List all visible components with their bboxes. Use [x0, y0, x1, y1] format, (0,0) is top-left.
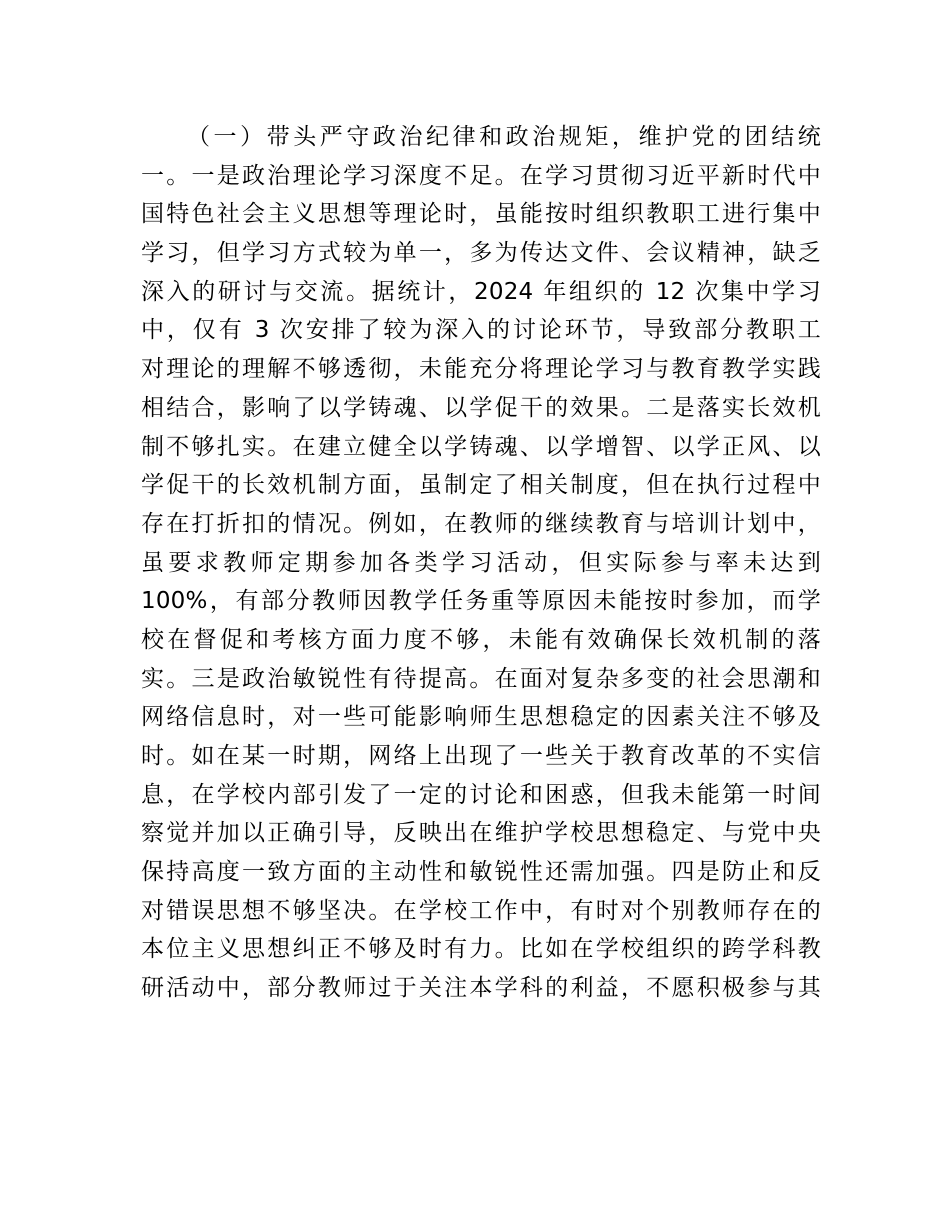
- body-paragraph: [141, 118, 821, 1008]
- text-line-13: 100%，有部分教师因教学任务重等原因未能按时参加，而学: [141, 588, 821, 615]
- text-line-15: 实。三是政治敏锐性有待提高。在面对复杂多变的社会思潮和: [141, 665, 821, 692]
- text-line-2: 一。一是政治理论学习深度不足。在学习贯彻习近平新时代中: [141, 162, 821, 189]
- text-line-17: 时。如在某一时期，网络上出现了一些关于教育改革的不实信: [141, 743, 821, 769]
- text-line-5: 深入的研讨与交流。据统计，2024 年组织的 12 次集中学习: [141, 278, 821, 305]
- text-line-21: 对错误思想不够坚决。在学校工作中，有时对个别教师存在的: [141, 897, 821, 924]
- text-line-7: 对理论的理解不够透彻，未能充分将理论学习与教育教学实践: [141, 356, 821, 383]
- text-line-14: 校在督促和考核方面力度不够，未能有效确保长效机制的落: [141, 626, 821, 653]
- text-line-16: 网络信息时，对一些可能影响师生思想稳定的因素关注不够及: [141, 704, 821, 731]
- text-line-11: 存在打折扣的情况。例如，在教师的继续教育与培训计划中，: [141, 510, 821, 537]
- text-line-22: 本位主义思想纠正不够及时有力。比如在学校组织的跨学科教: [141, 936, 821, 963]
- text-line-18: 息，在学校内部引发了一定的讨论和困惑，但我未能第一时间: [141, 781, 821, 808]
- text-line-4: 学习，但学习方式较为单一，多为传达文件、会议精神，缺乏: [141, 240, 821, 267]
- text-line-23: 研活动中，部分教师过于关注本学科的利益，不愿积极参与其: [141, 975, 821, 1002]
- text-line-12: 虽要求教师定期参加各类学习活动，但实际参与率未达到: [141, 549, 821, 576]
- text-line-20: 保持高度一致方面的主动性和敏锐性还需加强。四是防止和反: [141, 859, 821, 886]
- text-line-8: 相结合，影响了以学铸魂、以学促干的效果。二是落实长效机: [141, 394, 821, 421]
- text-line-19: 察觉并加以正确引导，反映出在维护学校思想稳定、与党中央: [141, 820, 821, 847]
- text-line-3: 国特色社会主义思想等理论时，虽能按时组织教职工进行集中: [141, 201, 821, 228]
- text-line-10: 学促干的长效机制方面，虽制定了相关制度，但在执行过程中: [141, 472, 821, 499]
- text-line-6: 中，仅有 3 次安排了较为深入的讨论环节，导致部分教职工: [141, 317, 821, 344]
- text-line-9: 制不够扎实。在建立健全以学铸魂、以学增智、以学正风、以: [141, 433, 821, 460]
- text-line-1: （一）带头严守政治纪律和政治规矩，维护党的团结统: [187, 124, 821, 150]
